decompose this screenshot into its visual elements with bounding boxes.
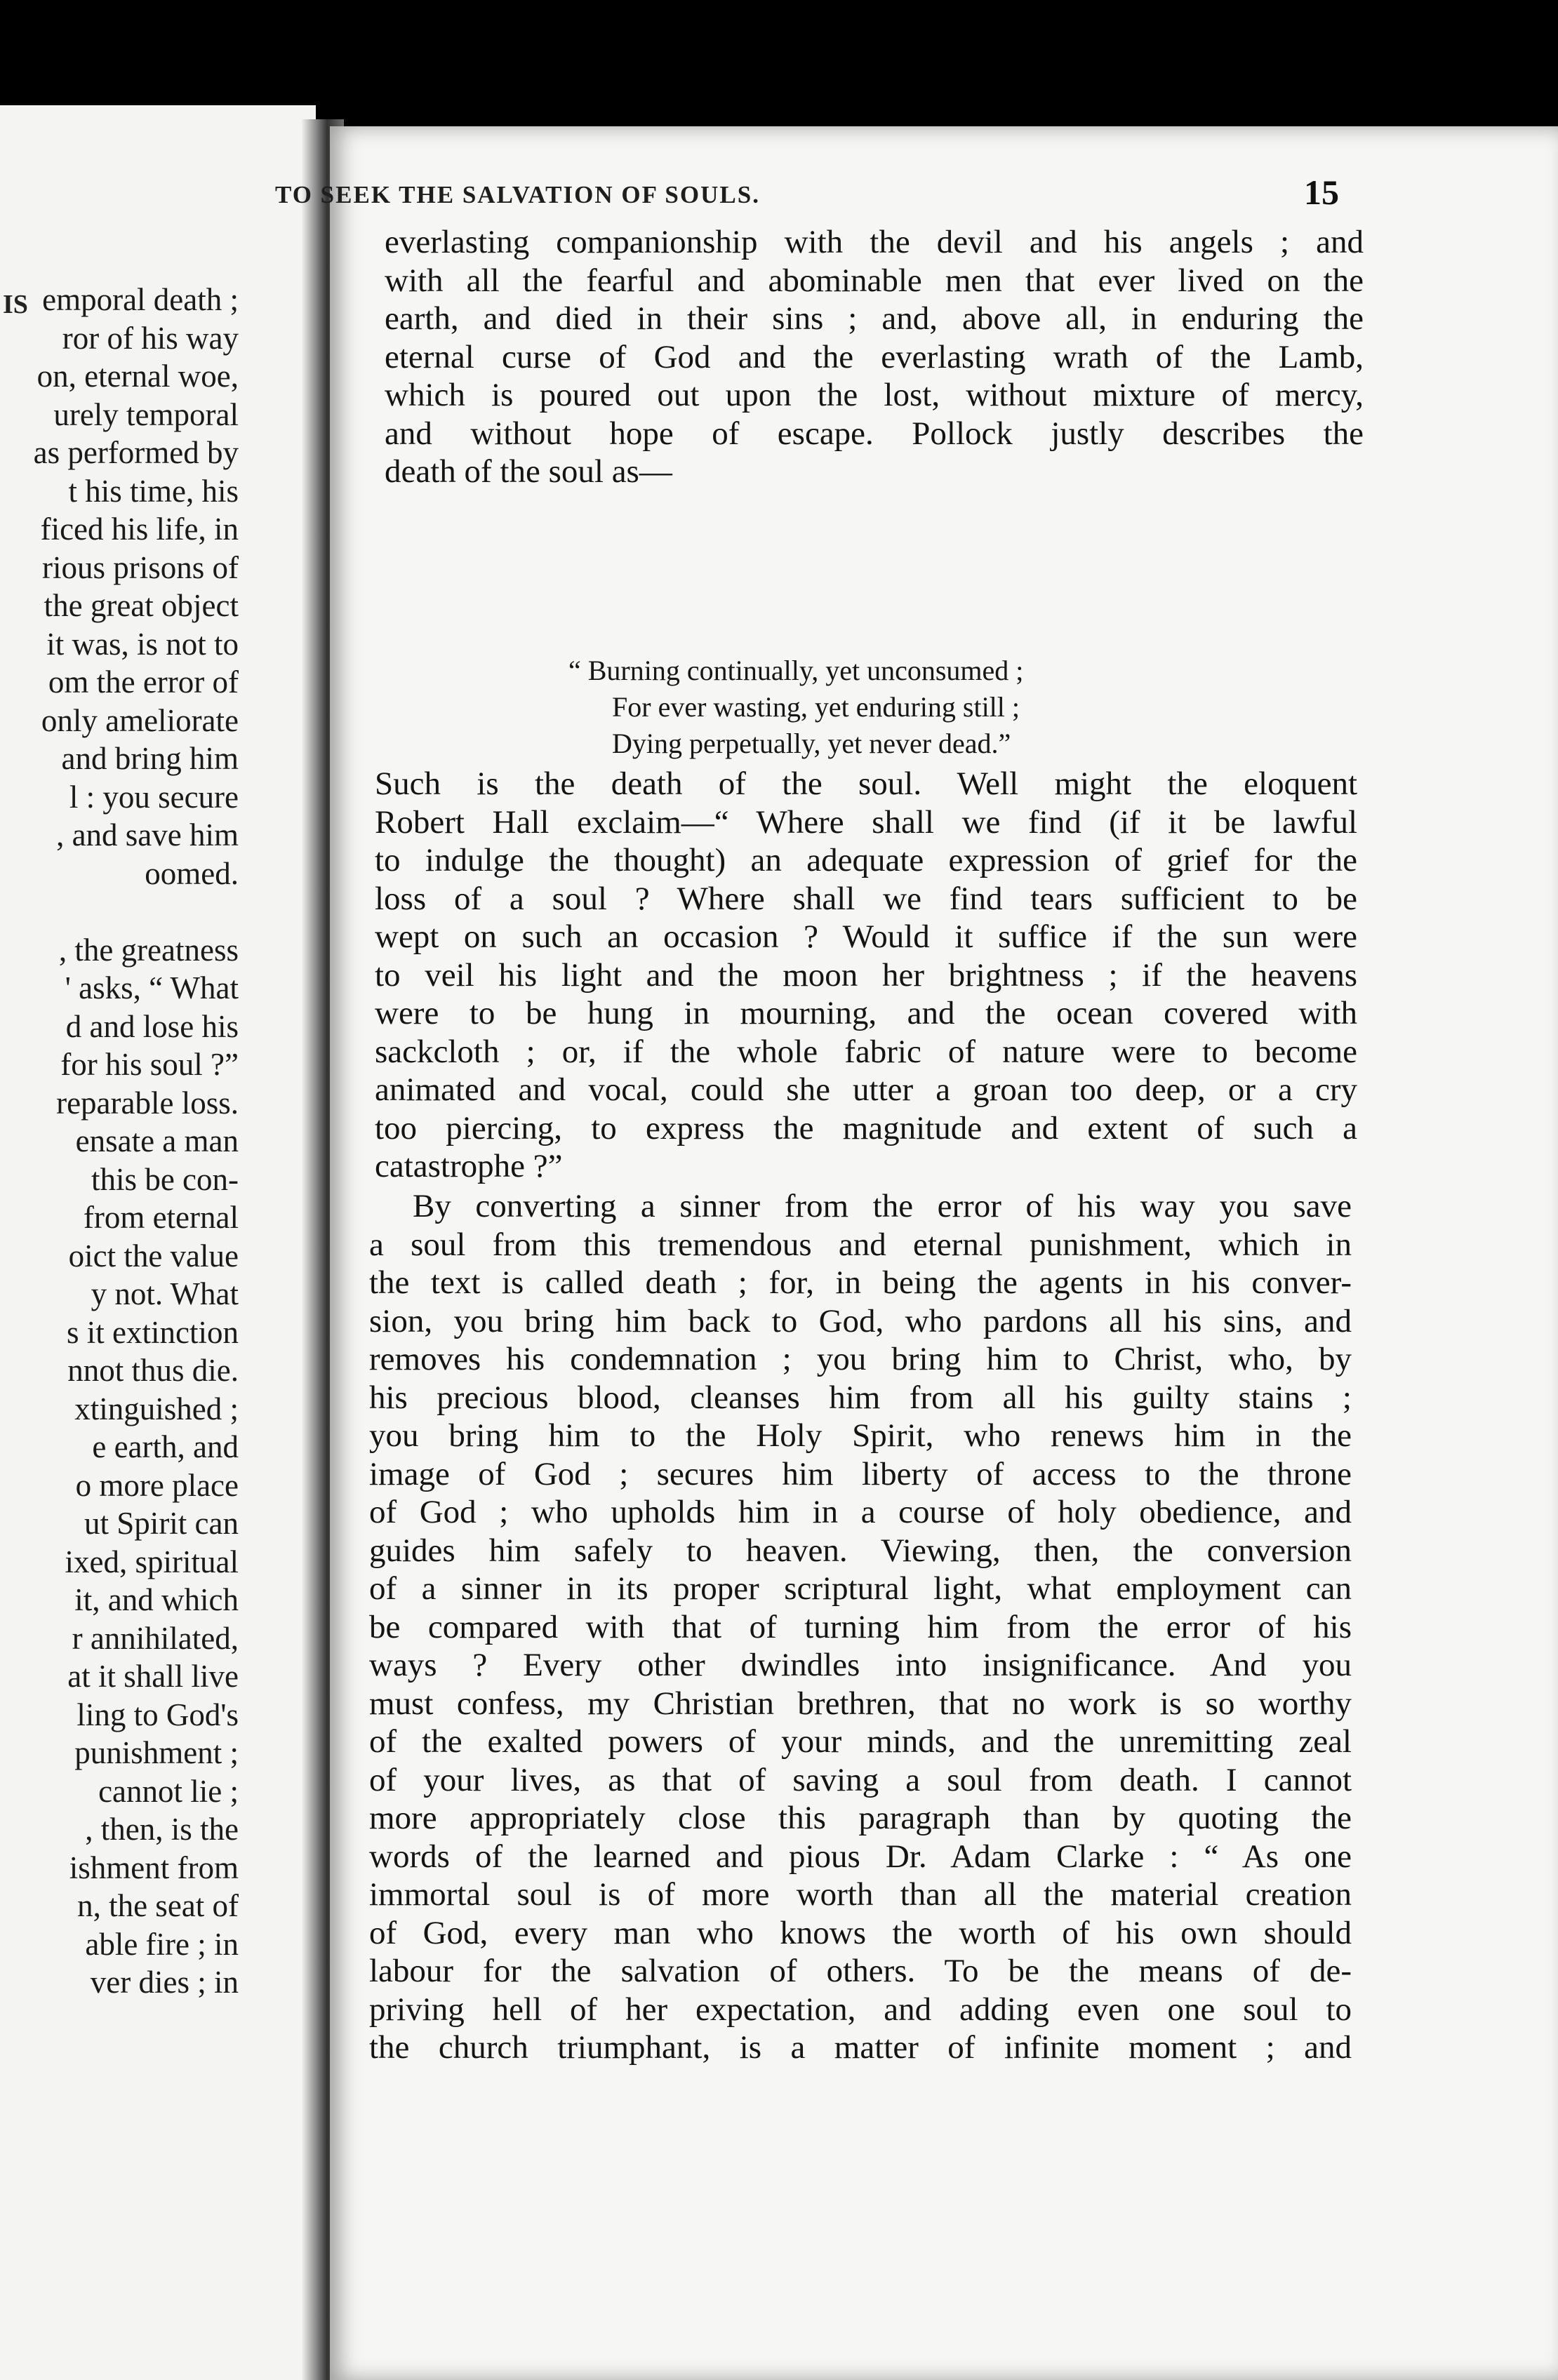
text-line: removes his condemnation ; you bring him to Christ, who, by [369,1341,1352,1377]
left-page-line: able fire ; in [85,1926,239,1962]
left-page-line: y not. What [91,1276,239,1311]
left-page-line: xtinguished ; [74,1391,239,1426]
page-number: 15 [1304,173,1339,212]
verse-line: “ Burning continually, yet unconsumed ; [568,655,1024,686]
text-line: immortal soul is of more worth than all the material creation [369,1876,1352,1913]
text-line: be compared with that of turning him from the error of his [369,1608,1352,1645]
text-line: the church triumphant, is a matter of infinite moment ; and [369,2029,1352,2066]
text-line: his precious blood, cleanses him from all his guilty stains ; [369,1379,1352,1416]
text-line: eternal curse of God and the everlasting wrath of the Lamb, [385,338,1364,375]
left-page-line: , the greatness [58,932,239,968]
left-page [0,105,316,2380]
left-page-text-column [0,281,239,2002]
left-page-line: om the error of [48,664,239,700]
left-page-line: as performed by [33,435,239,470]
left-page-line: e earth, and [92,1429,239,1464]
verse-line: Dying perpetually, yet never dead.” [612,728,1011,759]
text-line: to veil his light and the moon her brightness ; if the heavens [375,956,1357,994]
text-line: guides him safely to heaven. Viewing, then, the conversion [369,1532,1352,1569]
left-page-line: it, and which [74,1582,239,1617]
verse-line: For ever wasting, yet enduring still ; [612,691,1020,723]
left-page-line: d and lose his [65,1008,239,1044]
text-line: of God ; who upholds him in a course of holy obedience, and [369,1494,1352,1530]
left-page-line: ixed, spiritual [65,1544,239,1579]
left-page-line: ling to God's [76,1697,239,1732]
left-page-line: t his time, his [68,473,239,509]
verse-quotation [568,653,1200,762]
text-line: animated and vocal, could she utter a groan too deep, or a cry [375,1071,1357,1108]
left-page-line: oict the value [68,1238,239,1273]
left-page-line: and bring him [61,741,239,776]
left-running-head-fragment: IS [3,290,28,319]
left-page-line: n, the seat of [77,1888,239,1923]
text-line: priving hell of her expectation, and adding even one soul to [369,1991,1352,2028]
text-line: everlasting companionship with the devil and his angels ; and [385,224,1364,260]
left-page-line: s it extinction [67,1314,239,1350]
left-page-line: ' asks, “ What [65,970,239,1005]
text-line: and without hope of escape. Pollock justly describes the [385,415,1364,452]
text-line: ways ? Every other dwindles into insignificance. And you [369,1647,1352,1683]
text-line: sion, you bring him back to God, who pardons all his sins, and [369,1302,1352,1339]
left-page-line: at it shall live [67,1659,239,1694]
text-line: labour for the salvation of others. To be the means of de- [369,1953,1352,1989]
text-line: of your lives, as that of saving a soul from death. I cannot [369,1761,1352,1798]
text-line: catastrophe ?” [375,1148,563,1184]
left-page-line: ishment from [69,1850,239,1885]
text-line: too piercing, to express the magnitude and extent of such a [375,1109,1357,1146]
paragraph-3 [369,1187,1352,2067]
left-page-line: it was, is not to [46,626,239,662]
left-page-line: for his soul ?” [60,1047,239,1082]
text-line: more appropriately close this paragraph than by quoting the [369,1800,1352,1836]
text-line: words of the learned and pious Dr. Adam Clarke : “ As one [369,1838,1352,1875]
left-page-line: ensate a man [75,1123,239,1158]
left-page-line: on, eternal woe, [36,359,239,394]
paragraph-2 [375,765,1357,1186]
text-line: death of the soul as— [385,453,672,490]
left-page-line: ver dies ; in [90,1965,239,2000]
left-page-line: the great object [44,588,239,623]
left-page-line: l : you secure [69,779,239,815]
text-line: a soul from this tremendous and eternal punishment, which in [369,1226,1352,1263]
left-page-line: ficed his life, in [40,512,239,547]
text-line: Robert Hall exclaim—“ Where shall we find (if it be lawful [375,803,1357,841]
text-line: which is poured out upon the lost, without mixture of mercy, [385,377,1364,413]
left-page-line: , and save him [56,817,239,853]
text-line: wept on such an occasion ? Would it suffice if the sun were [375,918,1357,955]
text-line: of a sinner in its proper scriptural light, what employment can [369,1570,1352,1607]
text-line: of God, every man who knows the worth of his own should [369,1914,1352,1951]
text-line: sackcloth ; or, if the whole fabric of nature were to become [375,1033,1357,1070]
left-page-line: punishment ; [74,1735,239,1770]
text-line: with all the fearful and abominable men that ever lived on the [385,262,1364,299]
left-page-line: , then, is the [85,1812,239,1847]
text-line: earth, and died in their sins ; and, above all, in enduring the [385,300,1364,337]
text-line: to indulge the thought) an adequate expression of grief for the [375,842,1357,878]
text-line: By converting a sinner from the error of his way you save [413,1188,1352,1224]
text-line: were to be hung in mourning, and the ocean covered with [375,995,1357,1031]
left-page-line: emporal death ; [42,282,239,317]
left-page-line: only ameliorate [41,702,239,738]
left-page-line: urely temporal [53,396,239,432]
text-line: the text is called death ; for, in being the agents in his conver- [369,1264,1352,1301]
left-page-line [0,893,239,931]
text-line: of the exalted powers of your minds, and the unremitting zeal [369,1723,1352,1760]
text-line: Such is the death of the soul. Well might the eloquent [375,766,1357,802]
left-page-line: from eternal [83,1200,239,1235]
left-page-line: ut Spirit can [84,1506,239,1541]
left-page-line: nnot thus die. [67,1353,239,1388]
text-line: image of God ; secures him liberty of access to the throne [369,1455,1352,1492]
text-line: you bring him to the Holy Spirit, who renews him in the [369,1417,1352,1454]
left-page-line: o more place [75,1467,239,1503]
left-page-line: oomed. [145,855,239,891]
text-line: must confess, my Christian brethren, that no work is so worthy [369,1685,1352,1722]
left-page-line: r annihilated, [72,1620,239,1656]
left-page-line: this be con- [91,1161,239,1197]
paragraph-1 [385,223,1364,491]
text-line: loss of a soul ? Where shall we find tears sufficient to be [375,880,1357,917]
running-title: TO SEEK THE SALVATION OF SOULS. [275,181,760,208]
left-page-line: reparable loss. [56,1085,239,1121]
left-page-line: ror of his way [62,320,239,356]
left-page-line: cannot lie ; [98,1773,239,1809]
left-page-line: rious prisons of [42,549,239,585]
